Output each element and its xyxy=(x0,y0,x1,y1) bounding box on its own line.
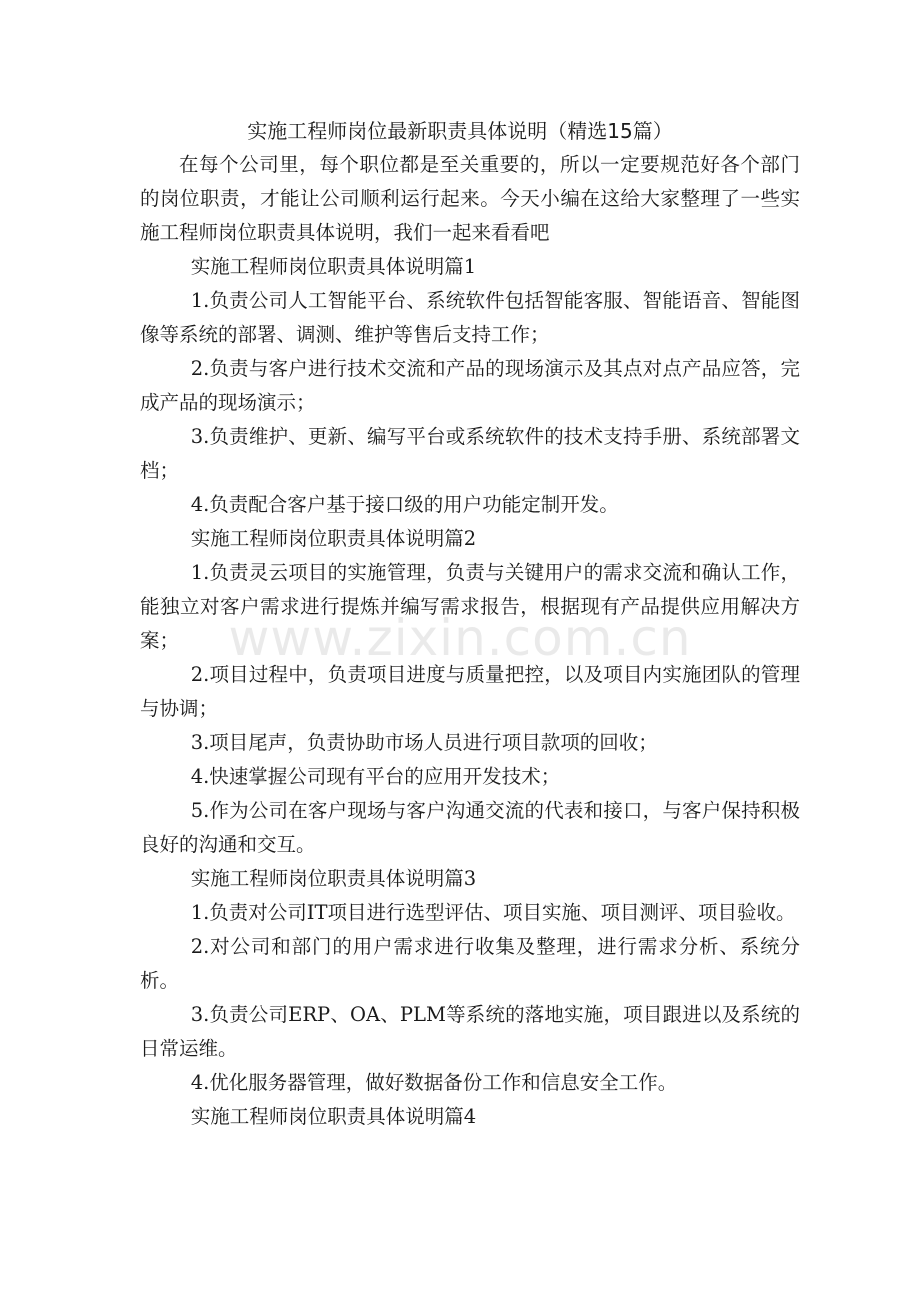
list-item: 2.负责与客户进行技术交流和产品的现场演示及其点对点产品应答，完成产品的现场演示； xyxy=(140,357,800,414)
list-item: 3.负责维护、更新、编写平台或系统软件的技术支持手册、系统部署文档； xyxy=(140,425,800,482)
list-item: 1.负责对公司IT项目进行选型评估、项目实施、项目测评、项目验收。 xyxy=(190,901,796,924)
document-title: 实施工程师岗位最新职责具体说明（精选15篇） xyxy=(247,119,673,143)
list-item: 3.项目尾声，负责协助市场人员进行项目款项的回收； xyxy=(190,731,658,754)
list-item: 2.项目过程中，负责项目进度与质量把控，以及项目内实施团队的管理与协调； xyxy=(140,663,800,720)
intro-paragraph: 在每个公司里，每个职位都是至关重要的，所以一定要规范好各个部门的岗位职责，才能让公司顺利运行起来。今天小编在这给大家整理了一些实施工程师岗位职责具体说明，我们一起来看看吧 xyxy=(140,153,800,244)
list-item: 1.负责公司人工智能平台、系统软件包括智能客服、智能语音、智能图像等系统的部署、调测、维护等售后支持工作； xyxy=(140,289,800,346)
document-body xyxy=(140,148,800,1134)
list-item: 4.优化服务器管理，做好数据备份工作和信息安全工作。 xyxy=(190,1071,678,1094)
list-item: 1.负责灵云项目的实施管理，负责与关键用户的需求交流和确认工作，能独立对客户需求进行提炼并编写需求报告，根据现有产品提供应用解决方案； xyxy=(140,561,800,652)
section-heading: 实施工程师岗位职责具体说明篇3 xyxy=(190,867,477,890)
list-item: 2.对公司和部门的用户需求进行收集及整理，进行需求分析、系统分析。 xyxy=(140,935,800,992)
list-item: 4.快速掌握公司现有平台的应用开发技术； xyxy=(190,765,561,788)
list-item: 3.负责公司ERP、OA、PLM等系统的落地实施，项目跟进以及系统的日常运维。 xyxy=(140,1003,800,1060)
watermark: www.zixin.com.cn xyxy=(228,609,692,667)
section-heading: 实施工程师岗位职责具体说明篇2 xyxy=(190,527,477,550)
list-item: 5.作为公司在客户现场与客户沟通交流的代表和接口，与客户保持积极良好的沟通和交互。 xyxy=(140,799,800,856)
list-item: 4.负责配合客户基于接口级的用户功能定制开发。 xyxy=(190,493,619,516)
section-heading: 实施工程师岗位职责具体说明篇1 xyxy=(190,255,477,278)
section-heading: 实施工程师岗位职责具体说明篇4 xyxy=(190,1105,477,1128)
